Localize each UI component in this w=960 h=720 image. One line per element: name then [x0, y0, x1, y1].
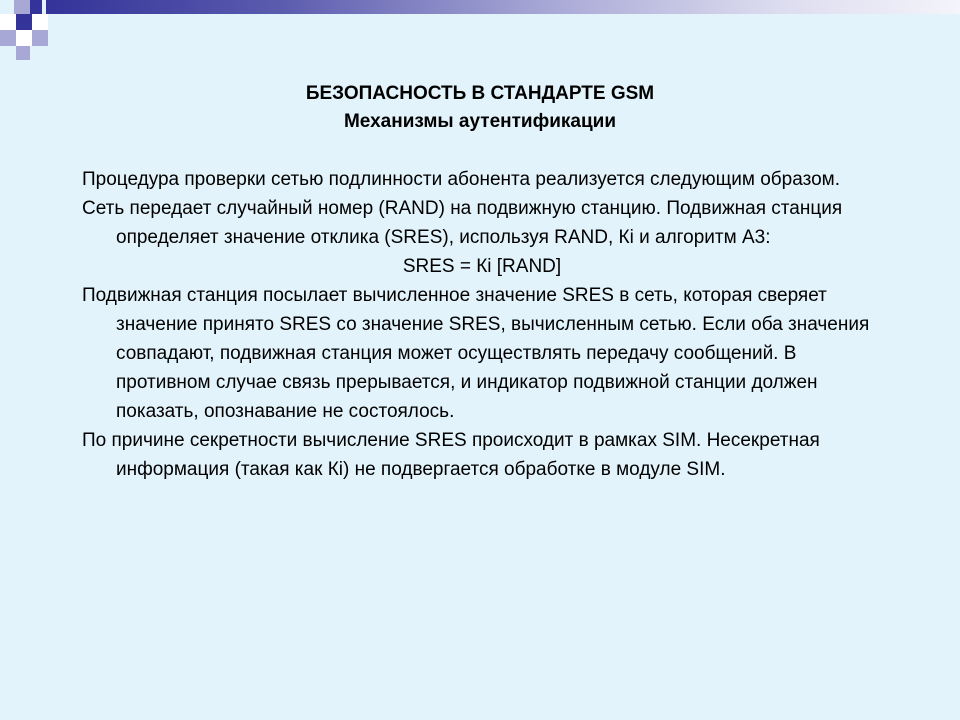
formula: SRES = Кi [RAND]	[402, 256, 562, 277]
title-line-2: Механизмы аутентификации	[343, 111, 617, 132]
paragraph-sres-check: Подвижная станция посылает вычисленное значение SRES в сеть, которая сверяет значение принято SRES со значение SRES, вычисленным сетью. Если оба значения совпадают, подвижная станция может осуществлять передачу сообщений. В противном случае связь прерывается, и индикатор подвижной станции должен показать, опознавание не состоялось.	[82, 285, 870, 422]
slide-body	[82, 165, 882, 484]
deco-square	[16, 30, 32, 46]
deco-square	[0, 14, 16, 30]
header-gradient-bar	[46, 0, 960, 14]
deco-square	[32, 30, 48, 46]
paragraph-rand: Сеть передает случайный номер (RAND) на подвижную станцию. Подвижная станция определяет значение отклика (SRES), используя RAND, Кi и алгоритм А3:	[82, 198, 843, 248]
paragraph-secrecy: По причине секретности вычисление SRES происходит в рамках SIM. Несекретная информация (такая как Кi) не подвергается обработке в модуле SIM.	[82, 430, 820, 480]
title-line-1: БЕЗОПАСНОСТЬ В СТАНДАРТЕ GSM	[305, 83, 655, 104]
paragraph-intro: Процедура проверки сетью подлинности абонента реализуется следующим образом.	[82, 169, 840, 190]
deco-square	[30, 0, 42, 14]
deco-square	[32, 14, 48, 30]
deco-square	[0, 30, 16, 46]
deco-square	[16, 46, 30, 60]
deco-square	[16, 14, 32, 30]
slide-title	[0, 80, 960, 136]
